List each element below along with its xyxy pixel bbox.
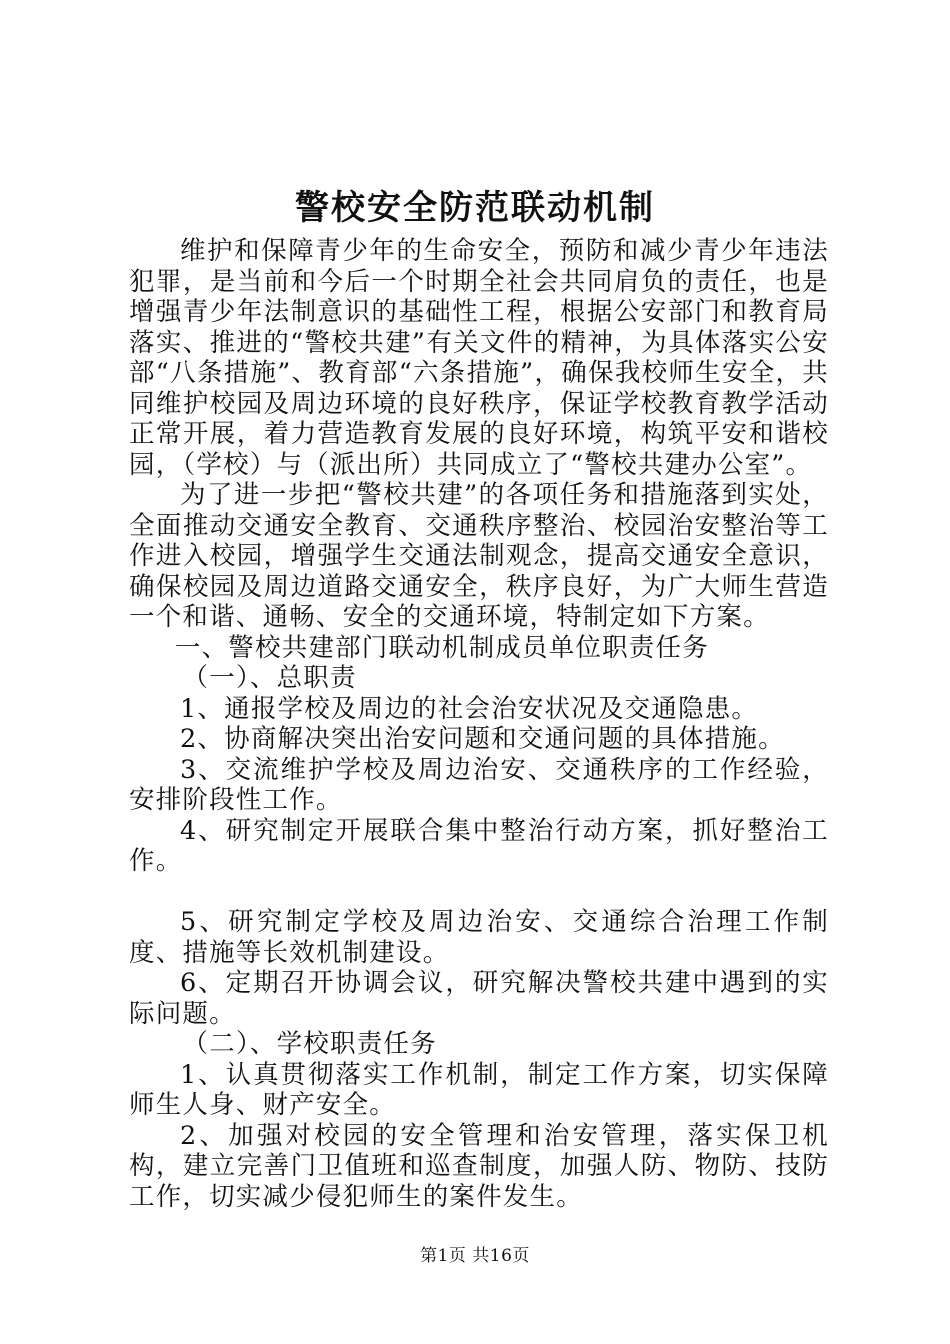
list-item: 6、定期召开协调会议，研究解决警校共建中遇到的实际问题。 [129, 968, 829, 1029]
subsection-heading-school-duties: （二）、学校职责任务 [182, 1029, 437, 1059]
page-number-footer: 第1页 共16页 [420, 1246, 530, 1266]
section-heading: 一、警校共建部门联动机制成员单位职责任务 [174, 632, 709, 663]
document-title: 警校安全防范联动机制 [295, 188, 655, 228]
subsection-heading-general-duties: （一）、总职责 [182, 663, 357, 693]
blank-line [129, 877, 829, 908]
list-item: 4、研究制定开展联合集中整治行动方案，抓好整治工作。 [129, 815, 829, 876]
list-item: 5、研究制定学校及周边治安、交通综合治理工作制度、措施等长效机制建设。 [129, 907, 829, 968]
list-item: 1、通报学校及周边的社会治安状况及交通隐患。 [180, 693, 759, 724]
list-item: 2、协商解决突出治安问题和交通问题的具体措施。 [180, 724, 785, 754]
intro-paragraph: 维护和保障青少年的生命安全，预防和减少青少年违法犯罪，是当前和今后一个时期全社会共同肩负的责任，也是增强青少年法制意识的基础性工程，根据公安部门和教育局落实、推进的“警校共建”有关文件的精神，为具体落实公安部“八条措施”、教育部“六条措施”，确保我校师生安全，共同维护校园及周边环境的良好秩序，保证学校教育教学活动正常开展，着力营造教育发展的良好环境，构筑平安和谐校园，（学校）与（派出所）共同成立了“警校共建办公室”。 [129, 236, 829, 480]
list-item: 3、交流维护学校及周边治安、交通秩序的工作经验，安排阶段性工作。 [129, 754, 829, 815]
document-body [129, 236, 829, 1212]
list-item: 1、认真贯彻落实工作机制，制定工作方案，切实保障师生人身、财产安全。 [129, 1059, 829, 1120]
list-item: 2、加强对校园的安全管理和治安管理，落实保卫机构，建立完善门卫值班和巡查制度，加强人防、物防、技防工作，切实减少侵犯师生的案件发生。 [129, 1120, 829, 1212]
purpose-paragraph: 为了进一步把“警校共建”的各项任务和措施落到实处，全面推动交通安全教育、交通秩序整治、校园治安整治等工作进入校园，增强学生交通法制观念，提高交通安全意识，确保校园及周边道路交通安全，秩序良好，为广大师生营造一个和谐、通畅、安全的交通环境，特制定如下方案。 [129, 480, 829, 632]
